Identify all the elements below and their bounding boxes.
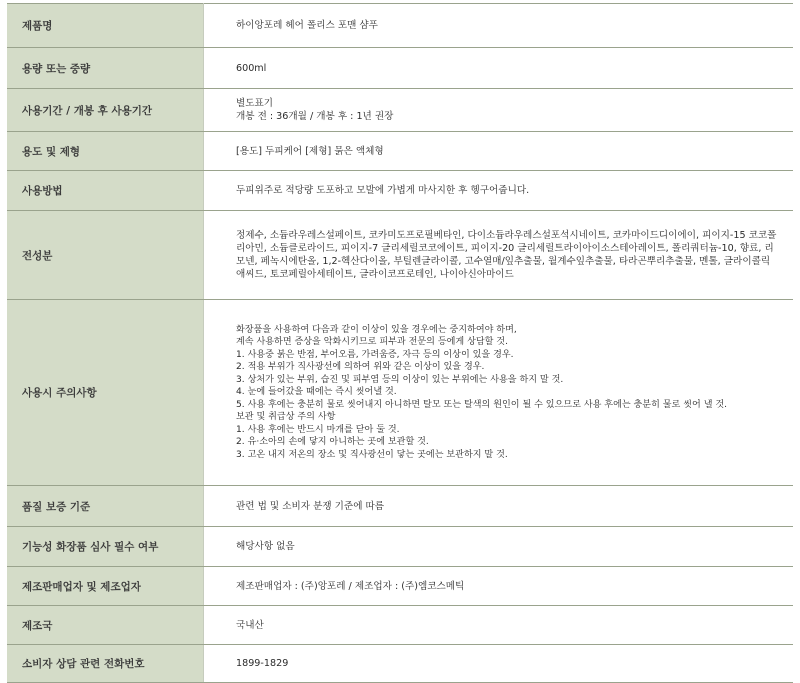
table-row (7, 606, 793, 645)
table-row (7, 48, 793, 89)
row-value: 국내산 (204, 606, 794, 645)
value-line: 2. 유·소아의 손에 닿지 아니하는 곳에 보관할 것. (236, 437, 429, 448)
row-value: 하이앙포레 헤어 폴리스 포맨 샴푸 (204, 4, 794, 48)
row-value: 관련 법 및 소비자 분쟁 기준에 따름 (204, 486, 794, 527)
row-value (204, 89, 794, 132)
table-row (7, 171, 793, 211)
ingredients-text: 정제수, 소듐라우레스설페이트, 코카미도프로필베타인, 다이소듐라우레스설포석시네이트, 코카마이드디이에이, 피이지-15 코코폴리아민, 소듐클로라이드, 피이지-7 글리세릴코코에이트, 피이지-20 글리세릴트라이아이소스테아레이트, 폴리쿼터늄-10, 향료, 리모넨, 페녹시에탄올, 1,2-헥산다이올, 부틸렌글라이콜, 고수열매/잎추출물, 월계수잎추출물, 타라곤뿌리추출물, 멘톨, 글라이콜릭애씨드, 토코페릴아세테이트, 글라이코프로테인, 나이아신아마이드 (236, 230, 777, 280)
row-label: 사용방법 (7, 171, 204, 211)
table-row (7, 300, 793, 486)
value-line: 화장품을 사용하여 다음과 같이 이상이 있을 경우에는 중지하여야 하며, (236, 324, 517, 335)
value-line: 3. 상처가 있는 부위, 습진 및 피부염 등의 이상이 있는 부위에는 사용을 하지 말 것. (236, 374, 564, 385)
row-label: 품질 보증 기준 (7, 486, 204, 527)
row-label: 제조국 (7, 606, 204, 645)
value-line: 2. 적용 부위가 직사광선에 의하여 위와 같은 이상이 있을 경우. (236, 362, 485, 373)
value-line: 1. 사용 후에는 반드시 마개를 닫아 둘 것. (236, 424, 400, 435)
value-line: 4. 눈에 들어갔을 때에는 즉시 씻어낼 것. (236, 387, 397, 398)
row-value: 600ml (204, 48, 794, 89)
value-line: 개봉 전 : 36개월 / 개봉 후 : 1년 권장 (236, 111, 394, 122)
value-line: 1. 사용중 붉은 반점, 부어오름, 가려움증, 자극 등의 이상이 있을 경우. (236, 349, 514, 360)
value-line: 3. 고온 내지 저온의 장소 및 직사광선이 닿는 곳에는 보관하지 말 것. (236, 449, 508, 460)
table-row (7, 89, 793, 132)
table-row (7, 132, 793, 171)
row-label: 사용기간 / 개봉 후 사용기간 (7, 89, 204, 132)
row-label: 소비자 상담 관련 전화번호 (7, 645, 204, 683)
table-row (7, 211, 793, 300)
row-label: 용량 또는 중량 (7, 48, 204, 89)
row-label: 용도 및 제형 (7, 132, 204, 171)
row-label: 기능성 화장품 심사 필수 여부 (7, 527, 204, 567)
row-value: 해당사항 없음 (204, 527, 794, 567)
table-row (7, 527, 793, 567)
product-info-table (7, 3, 793, 683)
value-line: 보관 및 취급상 주의 사항 (236, 412, 336, 423)
table-row (7, 567, 793, 606)
row-label: 제품명 (7, 4, 204, 48)
table-row (7, 486, 793, 527)
value-line: 5. 사용 후에는 충분히 물로 씻어내지 아니하면 탈모 또는 탈색의 원인이 될 수 있으므로 사용 후에는 충분히 물로 씻어 낼 것. (236, 399, 728, 410)
row-value: 두피위주로 적당량 도포하고 모발에 가볍게 마사지한 후 헹구어줍니다. (204, 171, 794, 211)
row-label: 제조판매업자 및 제조업자 (7, 567, 204, 606)
row-value: 제조판매업자 : (주)앙포레 / 제조업자 : (주)엠코스메틱 (204, 567, 794, 606)
row-value: 1899-1829 (204, 645, 794, 683)
value-line: 별도표기 (236, 98, 274, 109)
row-label: 전성분 (7, 211, 204, 300)
table-row (7, 4, 793, 48)
row-value (204, 211, 794, 300)
table-row (7, 645, 793, 683)
value-line: 계속 사용하면 증상을 악화시키므로 피부과 전문의 등에게 상담할 것. (236, 337, 508, 348)
row-value: [용도] 두피케어 [제형] 묽은 액체형 (204, 132, 794, 171)
row-value (204, 300, 794, 486)
row-label: 사용시 주의사항 (7, 300, 204, 486)
